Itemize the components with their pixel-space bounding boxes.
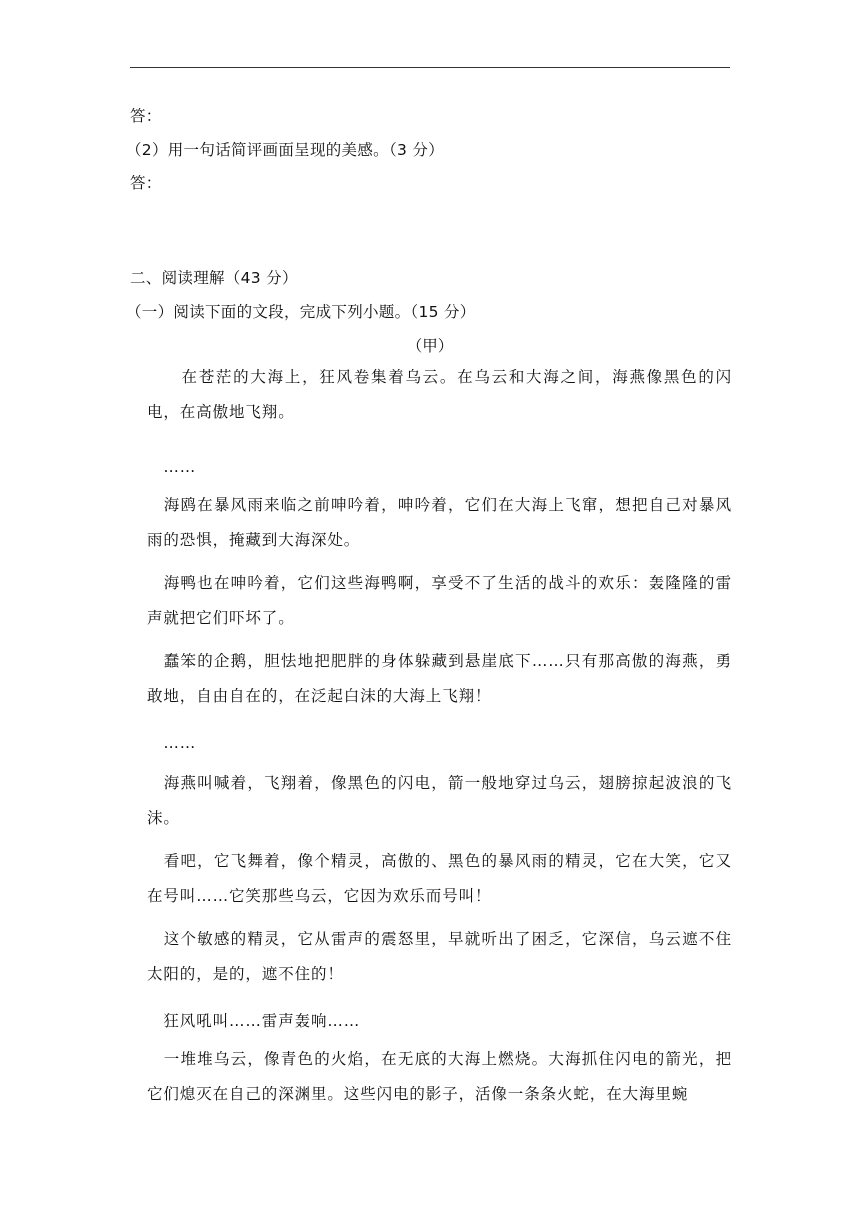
passage-paragraph: 狂风吼叫……雷声轰响…… [147,1012,361,1030]
header-rule [130,67,730,68]
passage-paragraph: 海鸥在暴风雨来临之前呻吟着，呻吟着，它们在大海上飞窜，想把自己对暴风雨的恐惧，掩藏到大海深处。 [147,496,732,549]
passage-paragraph: 一堆堆乌云，像青色的火焰，在无底的大海上燃烧。大海抓住闪电的箭光，把它们熄灭在自己的深渊里。这些闪电的影子，活像一条条火蛇，在大海里蜿 [147,1050,732,1103]
passage-paragraph: 这个敏感的精灵，它从雷声的震怒里，早就听出了困乏，它深信，乌云遮不住太阳的，是的，遮不住的！ [147,930,732,983]
answer-label: 答： [130,107,162,125]
passage-paragraph: 看吧，它飞舞着，像个精灵，高傲的、黑色的暴风雨的精灵，它在大笑，它又在号叫……它笑那些乌云，它因为欢乐而号叫！ [147,852,732,905]
ellipsis-paragraph: …… [147,734,197,752]
question-2: （2）用一句话简评画面呈现的美感。（3 分） [126,141,445,159]
passage-paragraph: 蠢笨的企鹅，胆怯地把肥胖的身体躲藏到悬崖底下……只有那高傲的海燕，勇敢地，自由自在的，在泛起白沫的大海上飞翔！ [147,652,732,705]
passage-paragraph: 海鸭也在呻吟着，它们这些海鸭啊，享受不了生活的战斗的欢乐：轰隆隆的雷声就把它们吓坏了。 [147,574,732,627]
answer-label: 答： [130,174,162,192]
ellipsis-paragraph: …… [147,458,197,476]
passage-label: （甲） [406,337,454,355]
passage-paragraph: 海燕叫喊着，飞翔着，像黑色的闪电，箭一般地穿过乌云，翅膀掠起波浪的飞沫。 [147,774,732,827]
section-title: 二、阅读理解（43 分） [130,269,298,287]
passage-paragraph: 在苍茫的大海上，狂风卷集着乌云。在乌云和大海之间，海燕像黑色的闪电，在高傲地飞翔。 [147,368,732,421]
subsection-title: （一）阅读下面的文段，完成下列小题。（15 分） [126,303,476,321]
